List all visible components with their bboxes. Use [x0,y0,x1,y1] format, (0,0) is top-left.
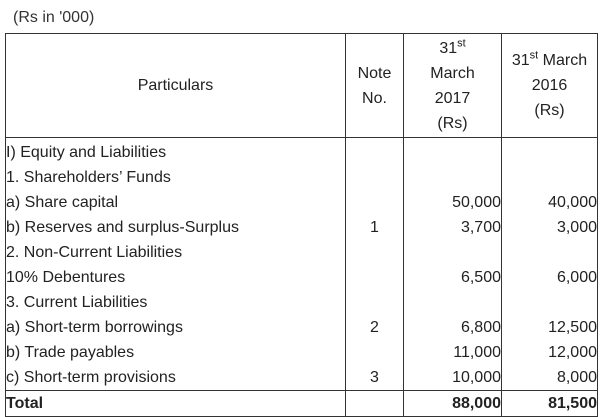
header-2016-sup: st [529,49,539,62]
row-value-2016: 3,000 [556,219,597,236]
table-row [6,340,598,365]
row-value-2017 [404,290,502,315]
row-value-2016: 40,000 [548,194,597,211]
balance-sheet-table [5,33,598,417]
header-2017-unit: (Rs) [437,114,468,132]
row-note [346,240,404,265]
header-2016-month: March [542,52,588,69]
row-note [346,190,404,215]
unit-note: (Rs in '000) [13,9,95,26]
row-particulars: 2. Non-Current Liabilities [6,240,346,265]
row-particulars: 3. Current Liabilities [6,290,346,315]
table-row [6,138,598,166]
row-value-2017: 50,000 [404,190,502,215]
row-value-2017: 10,000 [404,365,502,391]
header-note-line2: No. [362,89,387,107]
total-value-2017: 88,000 [404,391,502,417]
row-note [346,138,404,166]
table-row [6,265,598,290]
row-value-2016 [502,290,598,315]
table-row [6,240,598,265]
header-particulars: Particulars [6,34,346,138]
row-value-2016: 8,000 [556,369,597,386]
row-particulars: a) Short-term borrowings [6,315,346,340]
row-value-2017: 6,800 [404,315,502,340]
header-2016 [502,34,598,138]
row-value-2016 [502,165,598,190]
header-2016-year: 2016 [531,77,568,94]
row-value-2017: 3,700 [404,215,502,240]
header-row [6,34,598,138]
row-value-2017 [404,138,502,166]
row-value-2016: 12,500 [548,319,597,336]
table-row [6,365,598,391]
table-row [6,315,598,340]
header-note-line1: Note [357,64,392,82]
header-2017-year: 2017 [434,89,471,107]
row-particulars: 10% Debentures [6,265,346,290]
table-row [6,190,598,215]
row-value-2017: 11,000 [404,340,502,365]
header-2017-sup: st [457,37,466,50]
row-value-2016: 12,000 [548,344,597,361]
row-note [346,265,404,290]
table-row [6,290,598,315]
row-value-2016 [502,240,598,265]
row-particulars: a) Share capital [6,190,346,215]
row-value-2016 [502,138,598,166]
header-note-no [346,34,404,138]
header-2017-day: 31 [439,39,458,57]
row-note: 1 [346,215,404,240]
row-note [346,290,404,315]
total-value-2016: 81,500 [502,391,598,417]
row-value-2017 [404,165,502,190]
row-particulars: b) Trade payables [6,340,346,365]
row-particulars: c) Short-term provisions [6,365,346,391]
row-note: 3 [346,365,404,391]
row-note [346,165,404,190]
header-2016-unit: (Rs) [534,102,565,119]
row-value-2017 [404,240,502,265]
row-particulars: b) Reserves and surplus-Surplus [6,215,346,240]
row-particulars: 1. Shareholders’ Funds [6,165,346,190]
row-note [346,340,404,365]
row-value-2017: 6,500 [404,265,502,290]
table-row [6,215,598,240]
header-2017 [404,34,502,138]
total-label: Total [6,391,346,417]
header-2017-month: March [430,64,475,82]
table-row [6,165,598,190]
row-particulars: I) Equity and Liabilities [6,138,346,166]
header-2016-day: 31 [511,52,530,69]
row-value-2016: 6,000 [556,269,597,286]
row-note: 2 [346,315,404,340]
